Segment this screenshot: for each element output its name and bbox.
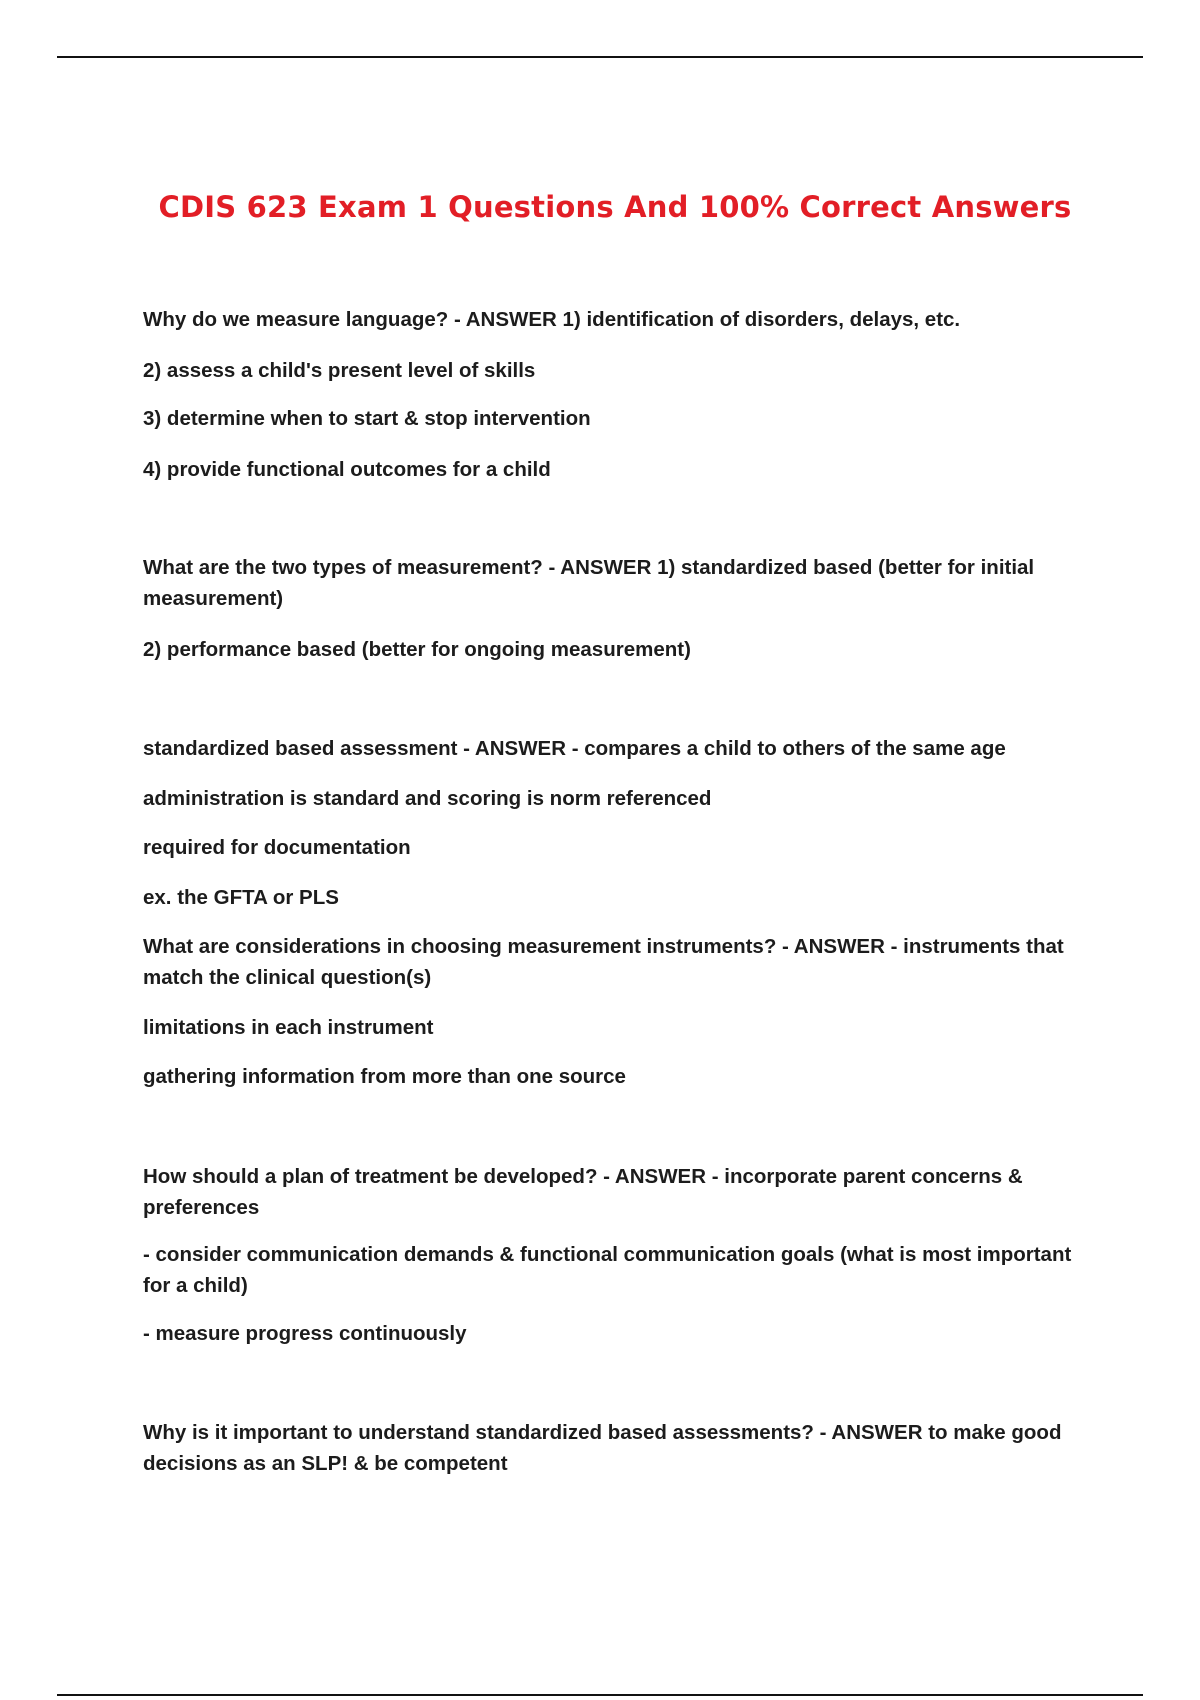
qa-line-2: 2) assess a child's present level of skills bbox=[143, 359, 536, 382]
qa-line-10: ex. the GFTA or PLS bbox=[143, 886, 339, 909]
qa-line-12: limitations in each instrument bbox=[143, 1016, 434, 1039]
bottom-divider bbox=[57, 1694, 1143, 1696]
qa-line-9: required for documentation bbox=[143, 836, 411, 859]
top-divider bbox=[57, 56, 1143, 58]
qa-line-13: gathering information from more than one source bbox=[143, 1065, 626, 1088]
qa-line-7: standardized based assessment - ANSWER - compares a child to others of the same age bbox=[143, 737, 1006, 760]
qa-line-4: 4) provide functional outcomes for a child bbox=[143, 458, 551, 481]
qa-line-6: 2) performance based (better for ongoing measurement) bbox=[143, 638, 691, 661]
qa-line-11: What are considerations in choosing measurement instruments? - ANSWER - instruments that match the clinical question(s) bbox=[143, 935, 1064, 989]
qa-line-8: administration is standard and scoring is norm referenced bbox=[143, 787, 712, 810]
qa-line-3: 3) determine when to start & stop intervention bbox=[143, 407, 591, 430]
qa-line-14: How should a plan of treatment be developed? - ANSWER - incorporate parent concerns & preferences bbox=[143, 1165, 1023, 1219]
document-title: CDIS 623 Exam 1 Questions And 100% Correct Answers bbox=[158, 190, 1072, 224]
qa-line-1: Why do we measure language? - ANSWER 1) identification of disorders, delays, etc. bbox=[143, 308, 961, 331]
qa-line-17: Why is it important to understand standardized based assessments? - ANSWER to make good decisions as an SLP! & be competent bbox=[143, 1421, 1062, 1475]
qa-line-15: - consider communication demands & functional communication goals (what is most important for a child) bbox=[143, 1243, 1072, 1297]
qa-line-16: - measure progress continuously bbox=[143, 1322, 467, 1345]
qa-line-5: What are the two types of measurement? - ANSWER 1) standardized based (better for initial measurement) bbox=[143, 556, 1035, 610]
